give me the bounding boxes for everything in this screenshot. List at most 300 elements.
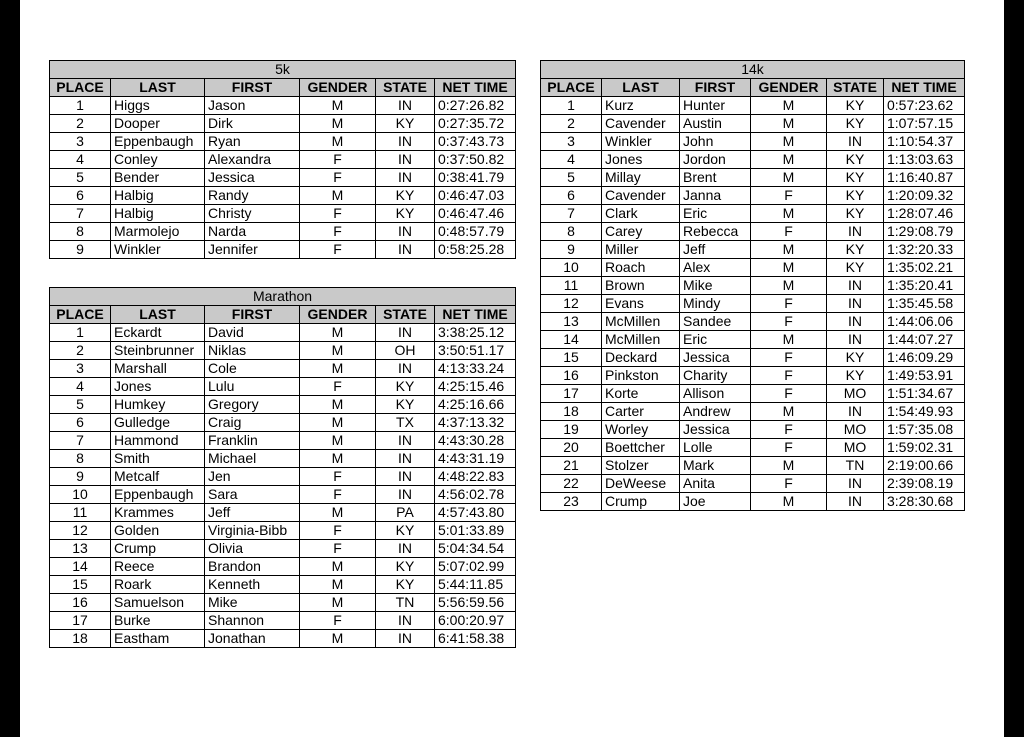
place-cell: 6	[50, 414, 111, 432]
column-header-net-time: NET TIME	[435, 306, 516, 324]
net-time-cell: 1:49:53.91	[884, 367, 965, 385]
table-row	[50, 133, 516, 151]
gender-cell: M	[751, 259, 827, 277]
gender-cell: F	[751, 475, 827, 493]
gender-cell: M	[300, 115, 376, 133]
place-cell: 4	[50, 378, 111, 396]
state-cell: TN	[376, 594, 435, 612]
place-cell: 16	[541, 367, 602, 385]
net-time-cell: 1:10:54.37	[884, 133, 965, 151]
table-row	[541, 385, 965, 403]
state-cell: IN	[827, 403, 884, 421]
first-name-cell: Alexandra	[205, 151, 300, 169]
first-name-cell: Mike	[680, 277, 751, 295]
last-name-cell: Eppenbaugh	[111, 486, 205, 504]
state-cell: KY	[376, 378, 435, 396]
gender-cell: M	[300, 504, 376, 522]
state-cell: KY	[376, 522, 435, 540]
first-name-cell: Ryan	[205, 133, 300, 151]
column-header-state: STATE	[376, 306, 435, 324]
state-cell: IN	[376, 133, 435, 151]
last-name-cell: Miller	[602, 241, 680, 259]
state-cell: IN	[376, 432, 435, 450]
net-time-cell: 5:01:33.89	[435, 522, 516, 540]
state-cell: KY	[376, 115, 435, 133]
column-header-place: PLACE	[50, 306, 111, 324]
table-row	[541, 169, 965, 187]
gender-cell: M	[300, 133, 376, 151]
state-cell: IN	[827, 313, 884, 331]
first-name-cell: Jonathan	[205, 630, 300, 648]
state-cell: KY	[376, 205, 435, 223]
first-name-cell: Charity	[680, 367, 751, 385]
place-cell: 2	[541, 115, 602, 133]
net-time-cell: 3:50:51.17	[435, 342, 516, 360]
net-time-cell: 1:35:20.41	[884, 277, 965, 295]
table-row	[541, 97, 965, 115]
first-name-cell: Rebecca	[680, 223, 751, 241]
first-name-cell: Jen	[205, 468, 300, 486]
table-row	[541, 259, 965, 277]
net-time-cell: 0:48:57.79	[435, 223, 516, 241]
net-time-cell: 4:25:16.66	[435, 396, 516, 414]
last-name-cell: Evans	[602, 295, 680, 313]
gender-cell: F	[300, 241, 376, 259]
gender-cell: M	[300, 432, 376, 450]
first-name-cell: Eric	[680, 205, 751, 223]
gender-cell: M	[751, 277, 827, 295]
gender-cell: M	[751, 151, 827, 169]
first-name-cell: Kenneth	[205, 576, 300, 594]
table-row	[541, 475, 965, 493]
table-row	[50, 115, 516, 133]
gender-cell: M	[751, 241, 827, 259]
gender-cell: F	[751, 439, 827, 457]
first-name-cell: Christy	[205, 205, 300, 223]
first-name-cell: Mark	[680, 457, 751, 475]
gender-cell: M	[300, 576, 376, 594]
last-name-cell: Marmolejo	[111, 223, 205, 241]
first-name-cell: Randy	[205, 187, 300, 205]
first-name-cell: Craig	[205, 414, 300, 432]
table-row	[50, 169, 516, 187]
state-cell: IN	[827, 133, 884, 151]
gender-cell: M	[300, 324, 376, 342]
place-cell: 1	[50, 324, 111, 342]
state-cell: IN	[827, 475, 884, 493]
net-time-cell: 4:56:02.78	[435, 486, 516, 504]
first-name-cell: Shannon	[205, 612, 300, 630]
net-time-cell: 1:29:08.79	[884, 223, 965, 241]
net-time-cell: 0:27:26.82	[435, 97, 516, 115]
results-table-5k	[49, 60, 516, 259]
first-name-cell: Mike	[205, 594, 300, 612]
state-cell: IN	[376, 612, 435, 630]
state-cell: KY	[827, 259, 884, 277]
table-row	[541, 421, 965, 439]
column-header-state: STATE	[376, 79, 435, 97]
state-cell: KY	[376, 558, 435, 576]
column-header-place: PLACE	[541, 79, 602, 97]
net-time-cell: 6:41:58.38	[435, 630, 516, 648]
net-time-cell: 1:28:07.46	[884, 205, 965, 223]
gender-cell: F	[751, 385, 827, 403]
last-name-cell: Metcalf	[111, 468, 205, 486]
place-cell: 11	[541, 277, 602, 295]
place-cell: 8	[541, 223, 602, 241]
net-time-cell: 4:37:13.32	[435, 414, 516, 432]
last-name-cell: Brown	[602, 277, 680, 295]
table-row	[50, 414, 516, 432]
state-cell: KY	[827, 115, 884, 133]
place-cell: 5	[50, 169, 111, 187]
gender-cell: M	[751, 493, 827, 511]
last-name-cell: Conley	[111, 151, 205, 169]
place-cell: 12	[541, 295, 602, 313]
place-cell: 6	[50, 187, 111, 205]
last-name-cell: Carey	[602, 223, 680, 241]
place-cell: 21	[541, 457, 602, 475]
first-name-cell: Jennifer	[205, 241, 300, 259]
first-name-cell: Alex	[680, 259, 751, 277]
last-name-cell: Cavender	[602, 187, 680, 205]
place-cell: 14	[541, 331, 602, 349]
last-name-cell: Golden	[111, 522, 205, 540]
state-cell: KY	[376, 396, 435, 414]
state-cell: KY	[827, 205, 884, 223]
table-row	[50, 205, 516, 223]
table-row	[50, 432, 516, 450]
net-time-cell: 1:20:09.32	[884, 187, 965, 205]
place-cell: 10	[541, 259, 602, 277]
first-name-cell: Michael	[205, 450, 300, 468]
first-name-cell: Anita	[680, 475, 751, 493]
table-row	[50, 522, 516, 540]
last-name-cell: Steinbrunner	[111, 342, 205, 360]
table-row	[541, 313, 965, 331]
state-cell: IN	[376, 486, 435, 504]
last-name-cell: Reece	[111, 558, 205, 576]
last-name-cell: Jones	[111, 378, 205, 396]
place-cell: 3	[50, 133, 111, 151]
state-cell: KY	[376, 576, 435, 594]
place-cell: 23	[541, 493, 602, 511]
table-row	[50, 342, 516, 360]
table-row	[50, 360, 516, 378]
last-name-cell: Higgs	[111, 97, 205, 115]
first-name-cell: Lulu	[205, 378, 300, 396]
first-name-cell: Brent	[680, 169, 751, 187]
state-cell: KY	[827, 97, 884, 115]
net-time-cell: 0:57:23.62	[884, 97, 965, 115]
state-cell: PA	[376, 504, 435, 522]
net-time-cell: 4:48:22.83	[435, 468, 516, 486]
table-row	[50, 450, 516, 468]
last-name-cell: McMillen	[602, 313, 680, 331]
net-time-cell: 0:27:35.72	[435, 115, 516, 133]
first-name-cell: Hunter	[680, 97, 751, 115]
first-name-cell: Jeff	[680, 241, 751, 259]
column-header-last: LAST	[111, 79, 205, 97]
gender-cell: F	[751, 349, 827, 367]
place-cell: 8	[50, 450, 111, 468]
last-name-cell: Gulledge	[111, 414, 205, 432]
gender-cell: F	[300, 468, 376, 486]
net-time-cell: 3:38:25.12	[435, 324, 516, 342]
first-name-cell: Mindy	[680, 295, 751, 313]
state-cell: IN	[376, 450, 435, 468]
place-cell: 9	[50, 241, 111, 259]
net-time-cell: 0:58:25.28	[435, 241, 516, 259]
net-time-cell: 4:57:43.80	[435, 504, 516, 522]
gender-cell: F	[300, 205, 376, 223]
gender-cell: M	[300, 342, 376, 360]
last-name-cell: Stolzer	[602, 457, 680, 475]
last-name-cell: Krammes	[111, 504, 205, 522]
state-cell: IN	[376, 360, 435, 378]
net-time-cell: 0:46:47.46	[435, 205, 516, 223]
first-name-cell: Franklin	[205, 432, 300, 450]
net-time-cell: 1:44:07.27	[884, 331, 965, 349]
last-name-cell: Deckard	[602, 349, 680, 367]
place-cell: 13	[541, 313, 602, 331]
table-row	[50, 324, 516, 342]
table-row	[50, 378, 516, 396]
first-name-cell: Gregory	[205, 396, 300, 414]
place-cell: 7	[50, 205, 111, 223]
last-name-cell: DeWeese	[602, 475, 680, 493]
last-name-cell: Halbig	[111, 187, 205, 205]
state-cell: KY	[827, 187, 884, 205]
first-name-cell: Andrew	[680, 403, 751, 421]
last-name-cell: Humkey	[111, 396, 205, 414]
table-row	[50, 612, 516, 630]
last-name-cell: Pinkston	[602, 367, 680, 385]
net-time-cell: 1:07:57.15	[884, 115, 965, 133]
column-header-first: FIRST	[205, 79, 300, 97]
net-time-cell: 5:07:02.99	[435, 558, 516, 576]
gender-cell: M	[751, 115, 827, 133]
table-title: 14k	[541, 61, 965, 79]
place-cell: 4	[541, 151, 602, 169]
place-cell: 8	[50, 223, 111, 241]
place-cell: 3	[541, 133, 602, 151]
place-cell: 15	[50, 576, 111, 594]
state-cell: KY	[827, 151, 884, 169]
state-cell: IN	[827, 331, 884, 349]
last-name-cell: Crump	[111, 540, 205, 558]
state-cell: MO	[827, 421, 884, 439]
first-name-cell: Jessica	[680, 421, 751, 439]
last-name-cell: Bender	[111, 169, 205, 187]
net-time-cell: 0:37:50.82	[435, 151, 516, 169]
place-cell: 16	[50, 594, 111, 612]
net-time-cell: 6:00:20.97	[435, 612, 516, 630]
gender-cell: M	[300, 396, 376, 414]
column-header-net-time: NET TIME	[884, 79, 965, 97]
gender-cell: M	[751, 403, 827, 421]
last-name-cell: Jones	[602, 151, 680, 169]
column-header-place: PLACE	[50, 79, 111, 97]
place-cell: 17	[50, 612, 111, 630]
column-header-first: FIRST	[205, 306, 300, 324]
first-name-cell: Jessica	[205, 169, 300, 187]
table-row	[541, 439, 965, 457]
gender-cell: F	[300, 612, 376, 630]
place-cell: 2	[50, 115, 111, 133]
net-time-cell: 4:13:33.24	[435, 360, 516, 378]
last-name-cell: Burke	[111, 612, 205, 630]
net-time-cell: 4:25:15.46	[435, 378, 516, 396]
state-cell: IN	[376, 151, 435, 169]
gender-cell: M	[751, 331, 827, 349]
gender-cell: M	[751, 169, 827, 187]
table-row	[541, 277, 965, 295]
first-name-cell: Austin	[680, 115, 751, 133]
column-header-last: LAST	[602, 79, 680, 97]
net-time-cell: 1:35:45.58	[884, 295, 965, 313]
table-row	[50, 594, 516, 612]
state-cell: IN	[827, 223, 884, 241]
table-row	[50, 223, 516, 241]
gender-cell: M	[751, 457, 827, 475]
place-cell: 15	[541, 349, 602, 367]
place-cell: 18	[541, 403, 602, 421]
state-cell: IN	[827, 295, 884, 313]
first-name-cell: Sara	[205, 486, 300, 504]
net-time-cell: 1:32:20.33	[884, 241, 965, 259]
first-name-cell: Allison	[680, 385, 751, 403]
last-name-cell: Worley	[602, 421, 680, 439]
table-row	[541, 331, 965, 349]
net-time-cell: 1:44:06.06	[884, 313, 965, 331]
last-name-cell: Smith	[111, 450, 205, 468]
first-name-cell: Narda	[205, 223, 300, 241]
first-name-cell: Joe	[680, 493, 751, 511]
gender-cell: F	[751, 223, 827, 241]
gender-cell: F	[300, 169, 376, 187]
last-name-cell: Samuelson	[111, 594, 205, 612]
gender-cell: M	[300, 558, 376, 576]
state-cell: KY	[827, 169, 884, 187]
table-body	[50, 97, 516, 259]
gender-cell: M	[751, 205, 827, 223]
table-row	[50, 540, 516, 558]
first-name-cell: David	[205, 324, 300, 342]
net-time-cell: 1:57:35.08	[884, 421, 965, 439]
table-body	[541, 97, 965, 511]
document-page	[20, 0, 1004, 737]
state-cell: IN	[376, 540, 435, 558]
place-cell: 5	[50, 396, 111, 414]
table-title: Marathon	[50, 288, 516, 306]
first-name-cell: Eric	[680, 331, 751, 349]
first-name-cell: Janna	[680, 187, 751, 205]
state-cell: KY	[376, 187, 435, 205]
first-name-cell: Olivia	[205, 540, 300, 558]
table-row	[50, 241, 516, 259]
place-cell: 11	[50, 504, 111, 522]
place-cell: 7	[50, 432, 111, 450]
table-row	[50, 558, 516, 576]
net-time-cell: 4:43:31.19	[435, 450, 516, 468]
gender-cell: F	[300, 486, 376, 504]
net-time-cell: 1:59:02.31	[884, 439, 965, 457]
gender-cell: M	[300, 594, 376, 612]
net-time-cell: 2:39:08.19	[884, 475, 965, 493]
state-cell: MO	[827, 439, 884, 457]
first-name-cell: Jordon	[680, 151, 751, 169]
table-row	[541, 403, 965, 421]
gender-cell: F	[300, 151, 376, 169]
net-time-cell: 2:19:00.66	[884, 457, 965, 475]
place-cell: 12	[50, 522, 111, 540]
place-cell: 5	[541, 169, 602, 187]
state-cell: IN	[376, 468, 435, 486]
last-name-cell: Eppenbaugh	[111, 133, 205, 151]
first-name-cell: Cole	[205, 360, 300, 378]
last-name-cell: Marshall	[111, 360, 205, 378]
net-time-cell: 1:54:49.93	[884, 403, 965, 421]
first-name-cell: Jason	[205, 97, 300, 115]
net-time-cell: 0:46:47.03	[435, 187, 516, 205]
first-name-cell: Lolle	[680, 439, 751, 457]
gender-cell: M	[300, 450, 376, 468]
place-cell: 13	[50, 540, 111, 558]
gender-cell: F	[300, 522, 376, 540]
table-row	[541, 241, 965, 259]
place-cell: 18	[50, 630, 111, 648]
column-header-gender: GENDER	[300, 79, 376, 97]
state-cell: IN	[376, 97, 435, 115]
place-cell: 7	[541, 205, 602, 223]
table-row	[541, 295, 965, 313]
first-name-cell: Dirk	[205, 115, 300, 133]
place-cell: 1	[50, 97, 111, 115]
last-name-cell: Eastham	[111, 630, 205, 648]
gender-cell: M	[300, 630, 376, 648]
gender-cell: M	[751, 133, 827, 151]
gender-cell: M	[300, 414, 376, 432]
table-row	[50, 486, 516, 504]
table-row	[541, 367, 965, 385]
table-row	[50, 504, 516, 522]
net-time-cell: 5:04:34.54	[435, 540, 516, 558]
place-cell: 9	[50, 468, 111, 486]
state-cell: IN	[376, 223, 435, 241]
place-cell: 10	[50, 486, 111, 504]
table-body	[50, 324, 516, 648]
table-row	[541, 187, 965, 205]
first-name-cell: John	[680, 133, 751, 151]
table-title: 5k	[50, 61, 516, 79]
last-name-cell: Eckardt	[111, 324, 205, 342]
gender-cell: F	[751, 367, 827, 385]
table-row	[541, 349, 965, 367]
state-cell: IN	[376, 241, 435, 259]
table-row	[50, 97, 516, 115]
net-time-cell: 1:16:40.87	[884, 169, 965, 187]
place-cell: 22	[541, 475, 602, 493]
place-cell: 6	[541, 187, 602, 205]
state-cell: IN	[827, 493, 884, 511]
net-time-cell: 5:44:11.85	[435, 576, 516, 594]
gender-cell: F	[300, 378, 376, 396]
gender-cell: M	[300, 360, 376, 378]
place-cell: 20	[541, 439, 602, 457]
place-cell: 1	[541, 97, 602, 115]
table-row	[541, 151, 965, 169]
